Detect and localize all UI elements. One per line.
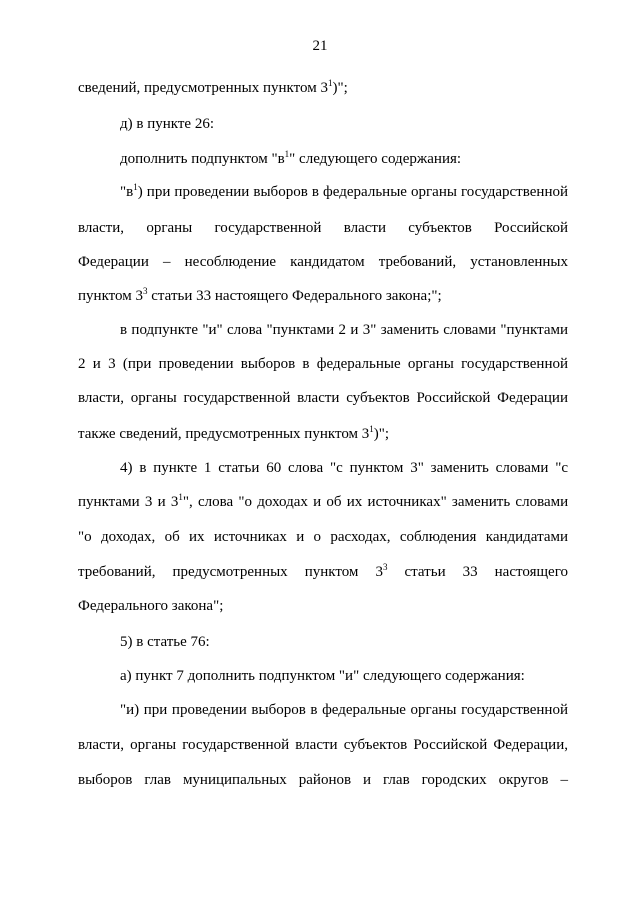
text-line: "и) при проведении выборов в федеральные органы государственной	[120, 702, 568, 718]
text-line: 2 и 3 (при проведении выборов в федеральные органы государственной	[78, 356, 568, 372]
text-line: в подпункте "и" слова "пунктами 2 и 3" заменить словами "пунктами	[120, 322, 568, 338]
text-line: пунктом $3^3$ статьи 33 настоящего Федерального закона;";	[78, 286, 442, 304]
text-line: требований, предусмотренных пунктом $3^3$ статьи 33 настоящего	[78, 562, 568, 580]
text-line: пунктами 3 и $3^1$", слова "о доходах и об их источниках" заменить словами	[78, 492, 569, 510]
text-line: власти, органы государственной власти субъектов Российской Федерации,	[78, 737, 568, 753]
text-line: 4) в пункте 1 статьи 60 слова "с пунктом 3" заменить словами "с	[120, 460, 568, 476]
page-number: 21	[312, 38, 328, 54]
text-line: д) в пункте 26:	[120, 116, 214, 132]
text-line: сведений, предусмотренных пунктом $3^1$)";	[78, 78, 348, 96]
text-line: Федерального закона";	[78, 598, 224, 614]
text-line: власти, органы государственной власти субъектов Российской	[78, 220, 568, 236]
text-line: также сведений, предусмотренных пунктом $3^1$)";	[78, 424, 390, 442]
text-line: 5) в статье 76:	[120, 634, 210, 650]
text-line: власти, органы государственной власти субъектов Российской Федерации	[78, 390, 568, 406]
text-line: "$в^1$) при проведении выборов в федеральные органы государственной	[120, 182, 568, 200]
text-line: выборов глав муниципальных районов и глав городских округов –	[78, 772, 568, 788]
text-line: дополнить подпунктом "$в^1$" следующего содержания:	[120, 149, 462, 167]
text-line: Федерации – несоблюдение кандидатом требований, установленных	[78, 254, 568, 270]
text-line: а) пункт 7 дополнить подпунктом "и" следующего содержания:	[120, 668, 525, 684]
text-line: "о доходах, об их источниках и о расходах, соблюдения кандидатами	[78, 529, 568, 545]
